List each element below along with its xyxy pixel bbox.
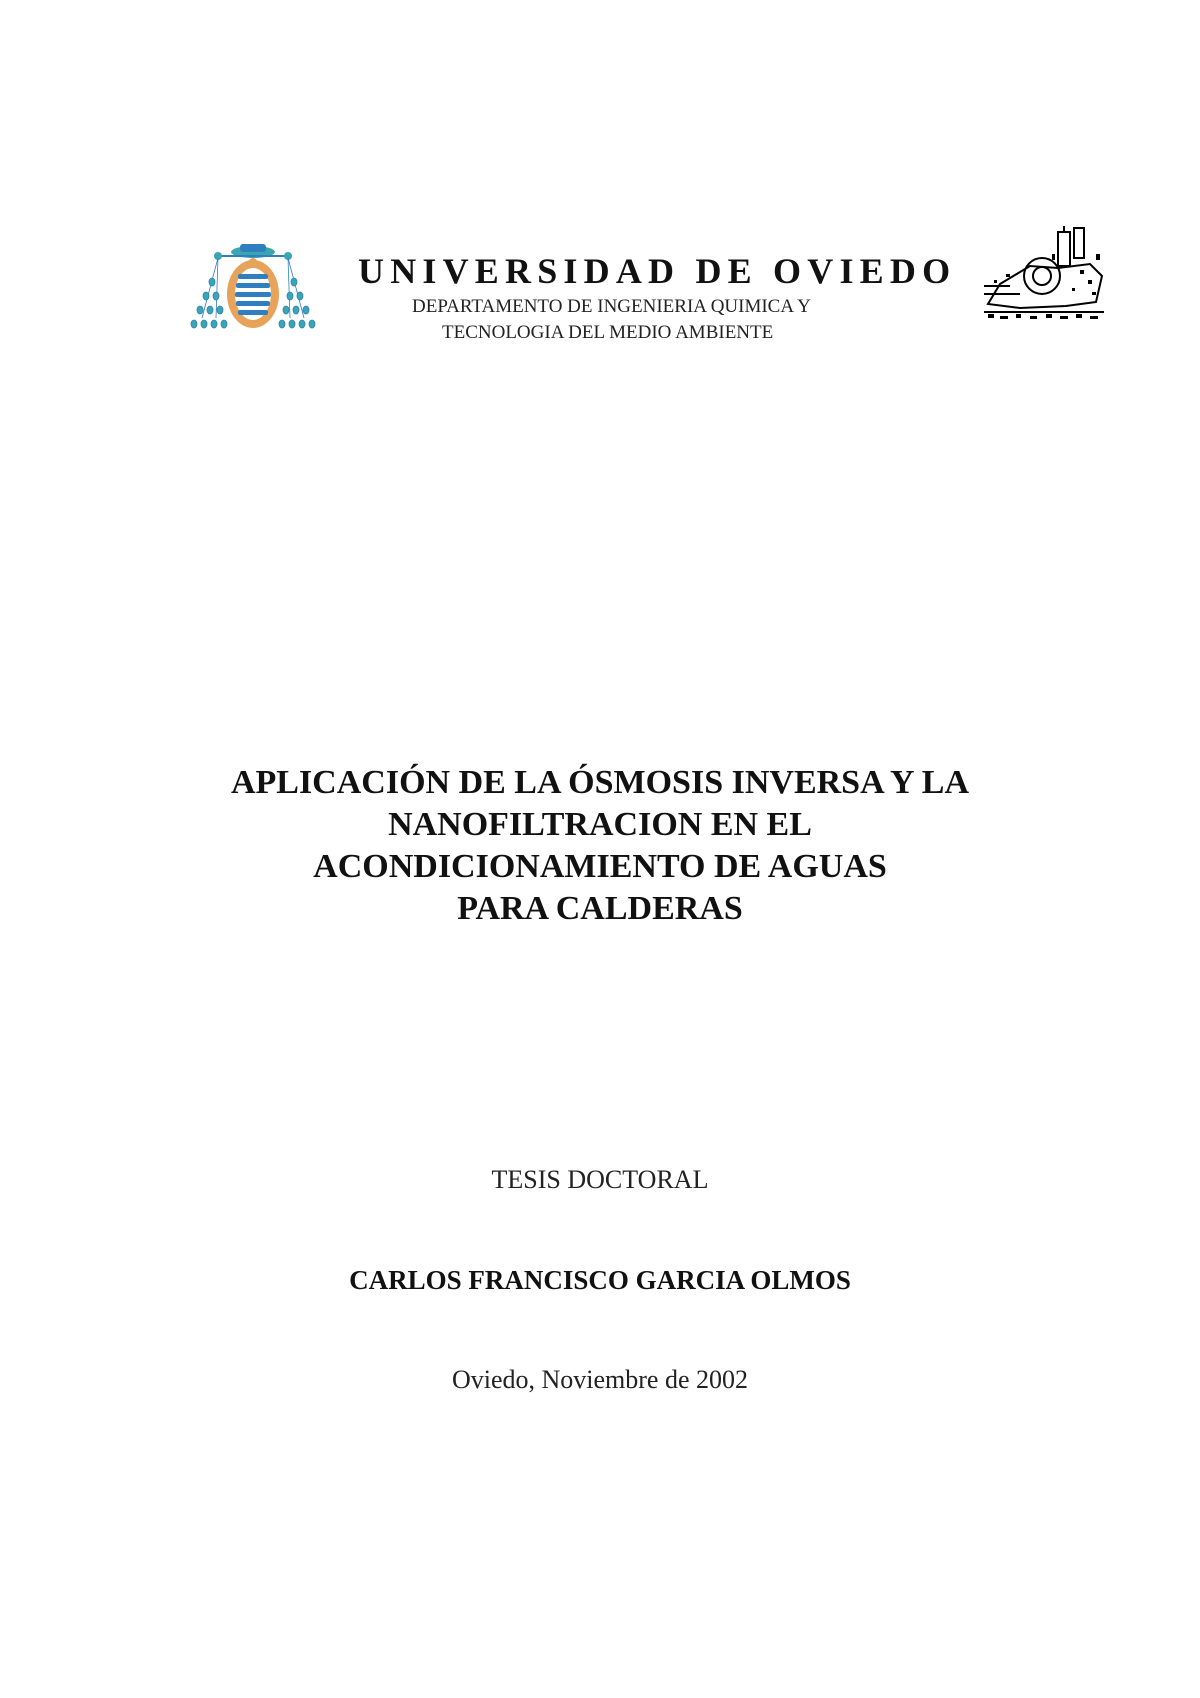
letterhead [180,220,1120,350]
department-emblem-icon [980,224,1108,328]
place-and-date: Oviedo, Noviembre de 2002 [451,1365,749,1394]
author-name: CARLOS FRANCISCO GARCIA OLMOS [349,1265,851,1295]
thesis-title [100,762,1100,930]
university-coat-of-arms-icon [188,238,318,354]
department-name-line1: DEPARTAMENTO DE INGENIERIA QUIMICA Y [412,296,811,317]
thesis-title-line2: NANOFILTRACION EN EL [388,806,812,843]
thesis-title-line3: ACONDICIONAMIENTO DE AGUAS [313,848,887,885]
thesis-title-line1: APLICACIÓN DE LA ÓSMOSIS INVERSA Y LA [230,764,970,801]
university-name: UNIVERSIDAD DE OVIEDO [358,251,957,291]
thesis-type: TESIS DOCTORAL [491,1165,709,1194]
department-name-line2: TECNOLOGIA DEL MEDIO AMBIENTE [442,322,774,343]
thesis-title-line4: PARA CALDERAS [457,890,743,927]
